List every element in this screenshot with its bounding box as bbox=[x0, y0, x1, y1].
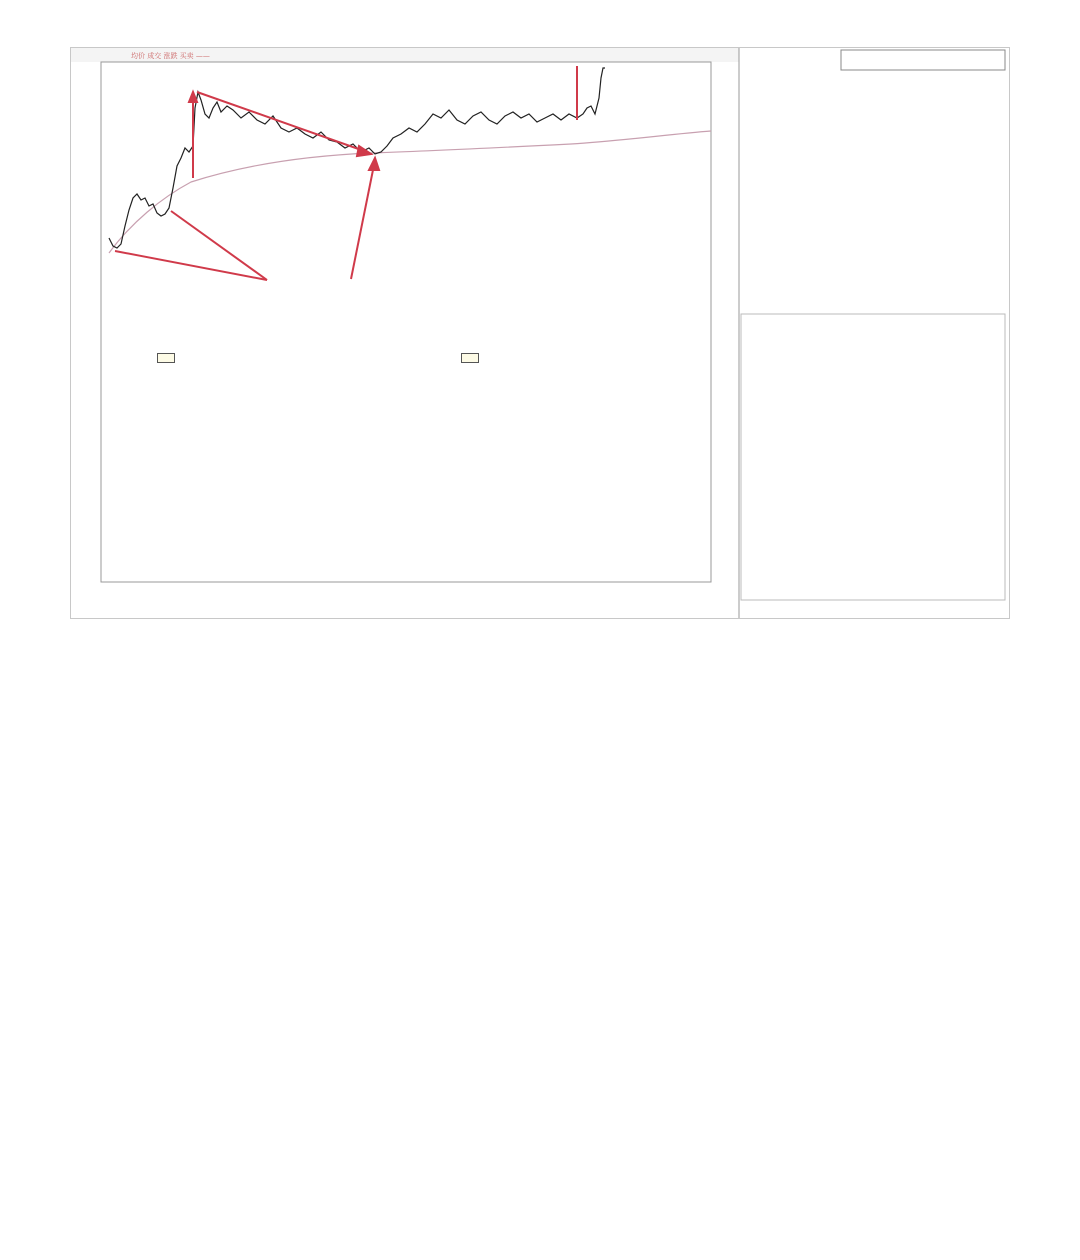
box-4g-rules bbox=[157, 353, 175, 363]
chart-figure bbox=[70, 47, 1010, 619]
box-4g-tactics bbox=[461, 353, 479, 363]
svg-text:均价 成交 涨跌 买卖 ——: 均价 成交 涨跌 买卖 —— bbox=[131, 52, 210, 60]
intraday-chart bbox=[71, 48, 1009, 618]
annotation-arrows bbox=[115, 66, 577, 280]
average-price-line bbox=[109, 131, 711, 253]
